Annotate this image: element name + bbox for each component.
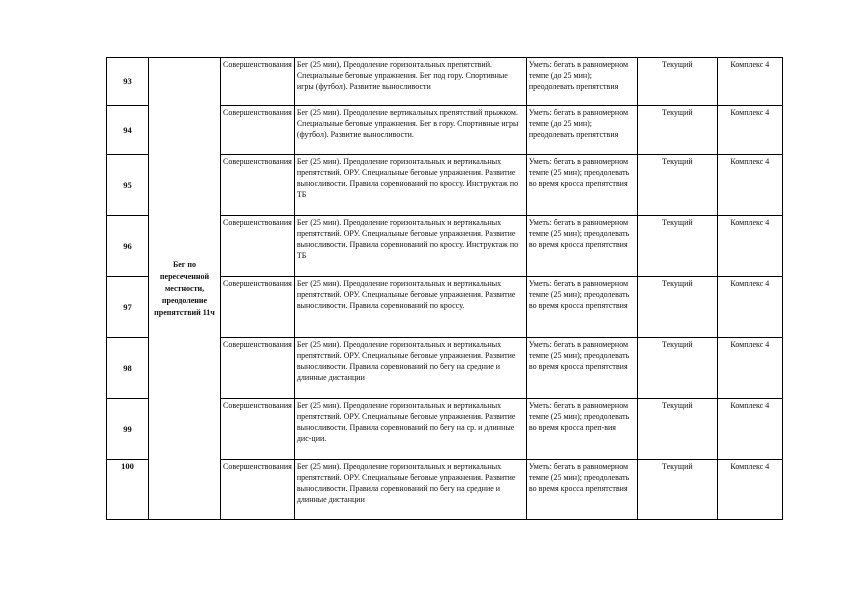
lesson-content: Бег (25 мин). Преодоление горизонтальных и вертикальных препятствий. ОРУ. Специальные беговые упражнения. Развитие выносливости. Правила соревнований по бегу на средние и длинные дистанции <box>294 338 526 399</box>
lesson-content: Бег (25 мин). Преодоление горизонтальных и вертикальных препятствий. ОРУ. Специальные беговые упражнения. Развитие выносливости. Правила соревнований по бегу на средние и длинные дистанции <box>294 460 526 520</box>
lesson-content: Бег (25 мин). Преодоление вертикальных препятствий прыжком. Специальные беговые упражнения. Бег в гору. Спортивные игры (футбол). Развитие выносливости. <box>294 106 526 155</box>
lesson-type: Совершенствования <box>221 399 295 460</box>
lesson-number: 98 <box>107 338 149 399</box>
requirements: Уметь: бегать в равномерном темпе (25 мин); преодолевать во время кросса препятствия <box>526 216 637 277</box>
control-type: Текущий <box>637 106 717 155</box>
lesson-number: 94 <box>107 106 149 155</box>
control-type: Текущий <box>637 399 717 460</box>
lesson-content: Бег (25 мин). Преодоление горизонтальных и вертикальных препятствий. ОРУ. Специальные беговые упражнения. Развитие выносливости. Правила соревнований по кроссу. Инструктаж по ТБ <box>294 216 526 277</box>
control-type: Текущий <box>637 155 717 216</box>
lesson-type: Совершенствования <box>221 155 295 216</box>
control-type: Текущий <box>637 216 717 277</box>
homework: Комплекс 4 <box>717 338 782 399</box>
lesson-number: 97 <box>107 277 149 338</box>
lesson-type: Совершенствования <box>221 58 295 106</box>
lesson-number: 93 <box>107 58 149 106</box>
homework: Комплекс 4 <box>717 399 782 460</box>
section-topic: Бег по пересеченной местности, преодоление препятствий 11ч <box>149 58 221 520</box>
control-type: Текущий <box>637 58 717 106</box>
requirements: Уметь: бегать в равномерном темпе (25 мин); преодолевать во время кросса препятствия <box>526 155 637 216</box>
lesson-type: Совершенствования <box>221 338 295 399</box>
requirements: Уметь: бегать в равномерном темпе (25 мин); преодолевать во время кросса преп-вия <box>526 399 637 460</box>
lesson-content: Бег (25 мин). Преодоление горизонтальных и вертикальных препятствий. ОРУ. Специальные беговые упражнения. Развитие выносливости. Правила соревнований по кроссу. Инструктаж по ТБ <box>294 155 526 216</box>
requirements: Уметь: бегать в равномерном темпе (25 мин); преодолевать во время кросса препятствия <box>526 460 637 520</box>
control-type: Текущий <box>637 338 717 399</box>
requirements: Уметь: бегать в равномерном темпе (25 мин); преодолевать во время кросса препятствия <box>526 338 637 399</box>
lesson-type: Совершенствования <box>221 277 295 338</box>
lesson-content: Бег (25 мин). Преодоление горизонтальных и вертикальных препятствий. ОРУ. Специальные беговые упражнения. Развитие выносливости. Правила соревнований по кроссу. <box>294 277 526 338</box>
homework: Комплекс 4 <box>717 460 782 520</box>
lesson-content: Бег (25 мин). Преодоление горизонтальных и вертикальных препятствий. ОРУ. Специальные беговые упражнения. Развитие выносливости. Правила соревнований по бегу на ср. и длинные дис-ции. <box>294 399 526 460</box>
homework: Комплекс 4 <box>717 277 782 338</box>
homework: Комплекс 4 <box>717 155 782 216</box>
lesson-number: 95 <box>107 155 149 216</box>
control-type: Текущий <box>637 277 717 338</box>
homework: Комплекс 4 <box>717 58 782 106</box>
lesson-number: 99 <box>107 399 149 460</box>
lesson-content: Бег (25 мин), Преодоление горизонтальных препятствий. Специальные беговые упражнения. Бег под гору. Спортивные игры (футбол). Развитие выносливости <box>294 58 526 106</box>
lesson-type: Совершенствования <box>221 216 295 277</box>
table-row <box>107 58 783 106</box>
requirements: Уметь: бегать в равномерном темпе (до 25 мин); преодолевать препятствия <box>526 106 637 155</box>
lesson-type: Совершенствования <box>221 106 295 155</box>
homework: Комплекс 4 <box>717 216 782 277</box>
control-type: Текущий <box>637 460 717 520</box>
requirements: Уметь: бегать в равномерном темпе (до 25 мин); преодолевать препятствия <box>526 58 637 106</box>
lesson-number: 96 <box>107 216 149 277</box>
lesson-number: 100 <box>107 460 149 520</box>
homework: Комплекс 4 <box>717 106 782 155</box>
lesson-plan-table <box>106 57 783 520</box>
requirements: Уметь: бегать в равномерном темпе (25 мин); преодолевать во время кросса препятствия <box>526 277 637 338</box>
lesson-type: Совершенствования <box>221 460 295 520</box>
